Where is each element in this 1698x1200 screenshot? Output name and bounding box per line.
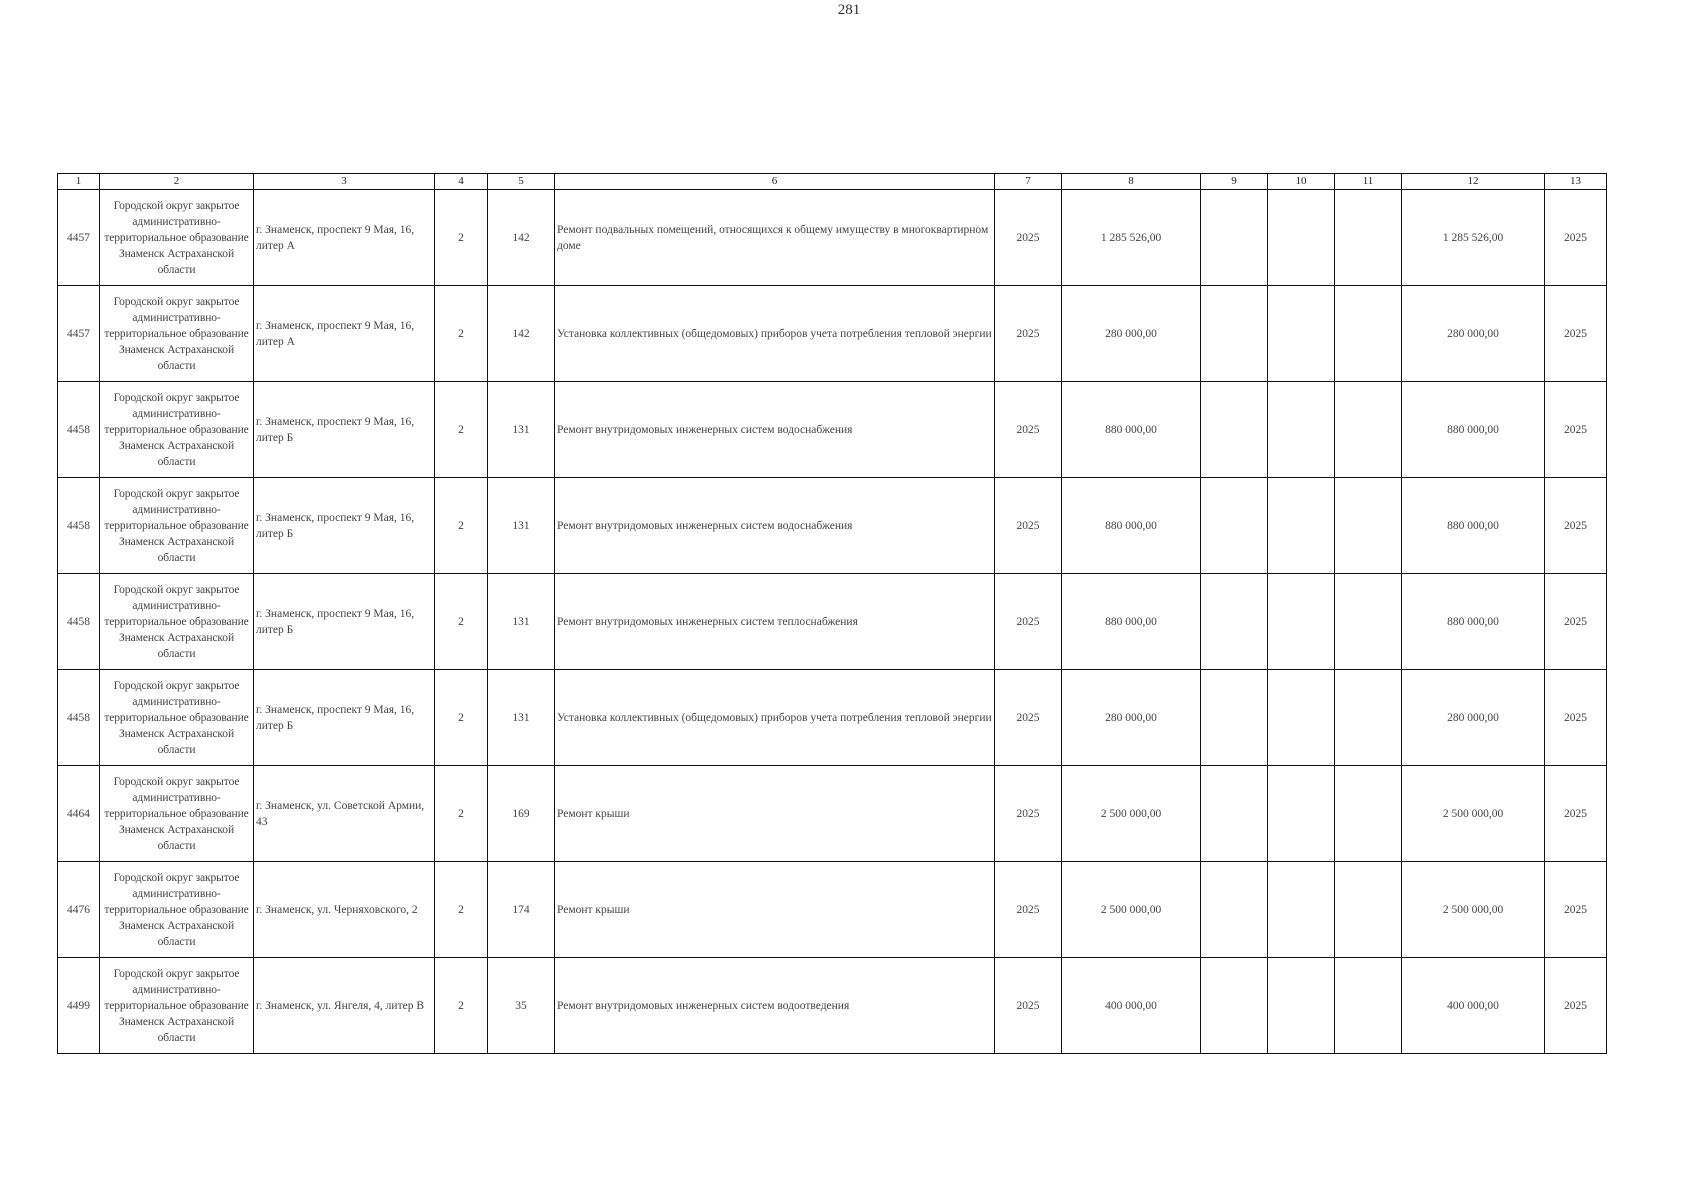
column-header: 1: [58, 174, 100, 190]
municipality-cell: Городской округ закрытое административно-территориальное образование Знаменск Астраханской области: [100, 190, 254, 286]
column-9-cell: [1201, 382, 1268, 478]
column-9-cell: [1201, 958, 1268, 1054]
column-header: 6: [555, 174, 995, 190]
column-10-cell: [1268, 766, 1335, 862]
column-12-cell: 1 285 526,00: [1402, 190, 1545, 286]
row-number-cell: 4458: [58, 574, 100, 670]
work-type-cell: Ремонт внутридомовых инженерных систем водоснабжения: [555, 382, 995, 478]
municipality-cell: Городской округ закрытое административно-территориальное образование Знаменск Астраханской области: [100, 286, 254, 382]
column-9-cell: [1201, 862, 1268, 958]
column-7-cell: 2025: [995, 478, 1062, 574]
column-4-cell: 2: [435, 478, 488, 574]
capital-repair-table: [57, 173, 1607, 1054]
row-number-cell: 4458: [58, 478, 100, 574]
municipality-cell: Городской округ закрытое административно-территориальное образование Знаменск Астраханской области: [100, 382, 254, 478]
work-type-cell: Ремонт крыши: [555, 862, 995, 958]
address-cell: г. Знаменск, ул. Янгеля, 4, литер В: [254, 958, 435, 1054]
row-number-cell: 4458: [58, 382, 100, 478]
column-11-cell: [1335, 286, 1402, 382]
table-row: [58, 766, 1607, 862]
column-10-cell: [1268, 574, 1335, 670]
column-5-cell: 142: [488, 190, 555, 286]
column-11-cell: [1335, 190, 1402, 286]
column-13-cell: 2025: [1545, 286, 1607, 382]
municipality-cell: Городской округ закрытое административно-территориальное образование Знаменск Астраханской области: [100, 574, 254, 670]
table-row: [58, 478, 1607, 574]
row-number-cell: 4464: [58, 766, 100, 862]
column-10-cell: [1268, 286, 1335, 382]
column-4-cell: 2: [435, 190, 488, 286]
column-11-cell: [1335, 382, 1402, 478]
column-5-cell: 142: [488, 286, 555, 382]
column-12-cell: 880 000,00: [1402, 478, 1545, 574]
work-type-cell: Ремонт подвальных помещений, относящихся к общему имуществу в многоквартирном доме: [555, 190, 995, 286]
row-number-cell: 4457: [58, 190, 100, 286]
column-12-cell: 400 000,00: [1402, 958, 1545, 1054]
column-9-cell: [1201, 478, 1268, 574]
address-cell: г. Знаменск, проспект 9 Мая, 16, литер Б: [254, 574, 435, 670]
column-12-cell: 880 000,00: [1402, 574, 1545, 670]
column-13-cell: 2025: [1545, 382, 1607, 478]
row-number-cell: 4457: [58, 286, 100, 382]
row-number-cell: 4499: [58, 958, 100, 1054]
column-header: 13: [1545, 174, 1607, 190]
column-13-cell: 2025: [1545, 670, 1607, 766]
column-7-cell: 2025: [995, 670, 1062, 766]
column-7-cell: 2025: [995, 958, 1062, 1054]
column-8-cell: 280 000,00: [1062, 286, 1201, 382]
column-11-cell: [1335, 478, 1402, 574]
column-8-cell: 2 500 000,00: [1062, 766, 1201, 862]
column-10-cell: [1268, 958, 1335, 1054]
column-8-cell: 880 000,00: [1062, 382, 1201, 478]
column-7-cell: 2025: [995, 382, 1062, 478]
address-cell: г. Знаменск, проспект 9 Мая, 16, литер Б: [254, 478, 435, 574]
work-type-cell: Ремонт внутридомовых инженерных систем водоснабжения: [555, 478, 995, 574]
address-cell: г. Знаменск, проспект 9 Мая, 16, литер А: [254, 286, 435, 382]
column-12-cell: 880 000,00: [1402, 382, 1545, 478]
column-5-cell: 131: [488, 670, 555, 766]
column-5-cell: 174: [488, 862, 555, 958]
address-cell: г. Знаменск, ул. Черняховского, 2: [254, 862, 435, 958]
municipality-cell: Городской округ закрытое административно-территориальное образование Знаменск Астраханской области: [100, 958, 254, 1054]
column-header: 9: [1201, 174, 1268, 190]
address-cell: г. Знаменск, проспект 9 Мая, 16, литер А: [254, 190, 435, 286]
column-header: 5: [488, 174, 555, 190]
column-8-cell: 1 285 526,00: [1062, 190, 1201, 286]
column-13-cell: 2025: [1545, 862, 1607, 958]
municipality-cell: Городской округ закрытое административно-территориальное образование Знаменск Астраханской области: [100, 670, 254, 766]
column-5-cell: 131: [488, 382, 555, 478]
column-5-cell: 35: [488, 958, 555, 1054]
address-cell: г. Знаменск, ул. Советской Армии, 43: [254, 766, 435, 862]
column-8-cell: 2 500 000,00: [1062, 862, 1201, 958]
table-row: [58, 574, 1607, 670]
address-cell: г. Знаменск, проспект 9 Мая, 16, литер Б: [254, 670, 435, 766]
column-11-cell: [1335, 766, 1402, 862]
column-7-cell: 2025: [995, 286, 1062, 382]
column-13-cell: 2025: [1545, 478, 1607, 574]
column-7-cell: 2025: [995, 862, 1062, 958]
column-header: 10: [1268, 174, 1335, 190]
table-header: [58, 174, 1607, 190]
column-7-cell: 2025: [995, 766, 1062, 862]
column-12-cell: 2 500 000,00: [1402, 862, 1545, 958]
column-13-cell: 2025: [1545, 574, 1607, 670]
column-10-cell: [1268, 478, 1335, 574]
column-11-cell: [1335, 670, 1402, 766]
row-number-cell: 4458: [58, 670, 100, 766]
column-7-cell: 2025: [995, 574, 1062, 670]
table-body: [58, 190, 1607, 1054]
table-row: [58, 286, 1607, 382]
column-8-cell: 400 000,00: [1062, 958, 1201, 1054]
column-8-cell: 280 000,00: [1062, 670, 1201, 766]
column-header: 4: [435, 174, 488, 190]
column-12-cell: 280 000,00: [1402, 286, 1545, 382]
page-number: 281: [837, 2, 861, 18]
column-4-cell: 2: [435, 958, 488, 1054]
column-11-cell: [1335, 958, 1402, 1054]
column-4-cell: 2: [435, 862, 488, 958]
work-type-cell: Ремонт внутридомовых инженерных систем теплоснабжения: [555, 574, 995, 670]
address-cell: г. Знаменск, проспект 9 Мая, 16, литер Б: [254, 382, 435, 478]
row-number-cell: 4476: [58, 862, 100, 958]
work-type-cell: Установка коллективных (общедомовых) приборов учета потребления тепловой энергии: [555, 286, 995, 382]
column-9-cell: [1201, 190, 1268, 286]
column-4-cell: 2: [435, 382, 488, 478]
column-9-cell: [1201, 670, 1268, 766]
column-header: 8: [1062, 174, 1201, 190]
column-7-cell: 2025: [995, 190, 1062, 286]
column-9-cell: [1201, 766, 1268, 862]
column-number-row: [58, 174, 1607, 190]
column-11-cell: [1335, 574, 1402, 670]
column-5-cell: 169: [488, 766, 555, 862]
column-header: 12: [1402, 174, 1545, 190]
column-10-cell: [1268, 382, 1335, 478]
column-10-cell: [1268, 670, 1335, 766]
column-9-cell: [1201, 286, 1268, 382]
column-header: 3: [254, 174, 435, 190]
column-12-cell: 280 000,00: [1402, 670, 1545, 766]
column-4-cell: 2: [435, 574, 488, 670]
column-header: 11: [1335, 174, 1402, 190]
column-13-cell: 2025: [1545, 190, 1607, 286]
column-5-cell: 131: [488, 574, 555, 670]
column-4-cell: 2: [435, 766, 488, 862]
table-row: [58, 862, 1607, 958]
municipality-cell: Городской округ закрытое административно-территориальное образование Знаменск Астраханской области: [100, 478, 254, 574]
table-row: [58, 958, 1607, 1054]
work-type-cell: Ремонт внутридомовых инженерных систем водоотведения: [555, 958, 995, 1054]
column-11-cell: [1335, 862, 1402, 958]
municipality-cell: Городской округ закрытое административно-территориальное образование Знаменск Астраханской области: [100, 862, 254, 958]
column-13-cell: 2025: [1545, 958, 1607, 1054]
column-10-cell: [1268, 190, 1335, 286]
column-8-cell: 880 000,00: [1062, 478, 1201, 574]
table-row: [58, 382, 1607, 478]
column-12-cell: 2 500 000,00: [1402, 766, 1545, 862]
column-4-cell: 2: [435, 670, 488, 766]
table-row: [58, 670, 1607, 766]
column-header: 2: [100, 174, 254, 190]
municipality-cell: Городской округ закрытое административно-территориальное образование Знаменск Астраханской области: [100, 766, 254, 862]
work-type-cell: Установка коллективных (общедомовых) приборов учета потребления тепловой энергии: [555, 670, 995, 766]
work-type-cell: Ремонт крыши: [555, 766, 995, 862]
table-row: [58, 190, 1607, 286]
column-9-cell: [1201, 574, 1268, 670]
column-13-cell: 2025: [1545, 766, 1607, 862]
column-header: 7: [995, 174, 1062, 190]
column-10-cell: [1268, 862, 1335, 958]
column-4-cell: 2: [435, 286, 488, 382]
column-8-cell: 880 000,00: [1062, 574, 1201, 670]
column-5-cell: 131: [488, 478, 555, 574]
